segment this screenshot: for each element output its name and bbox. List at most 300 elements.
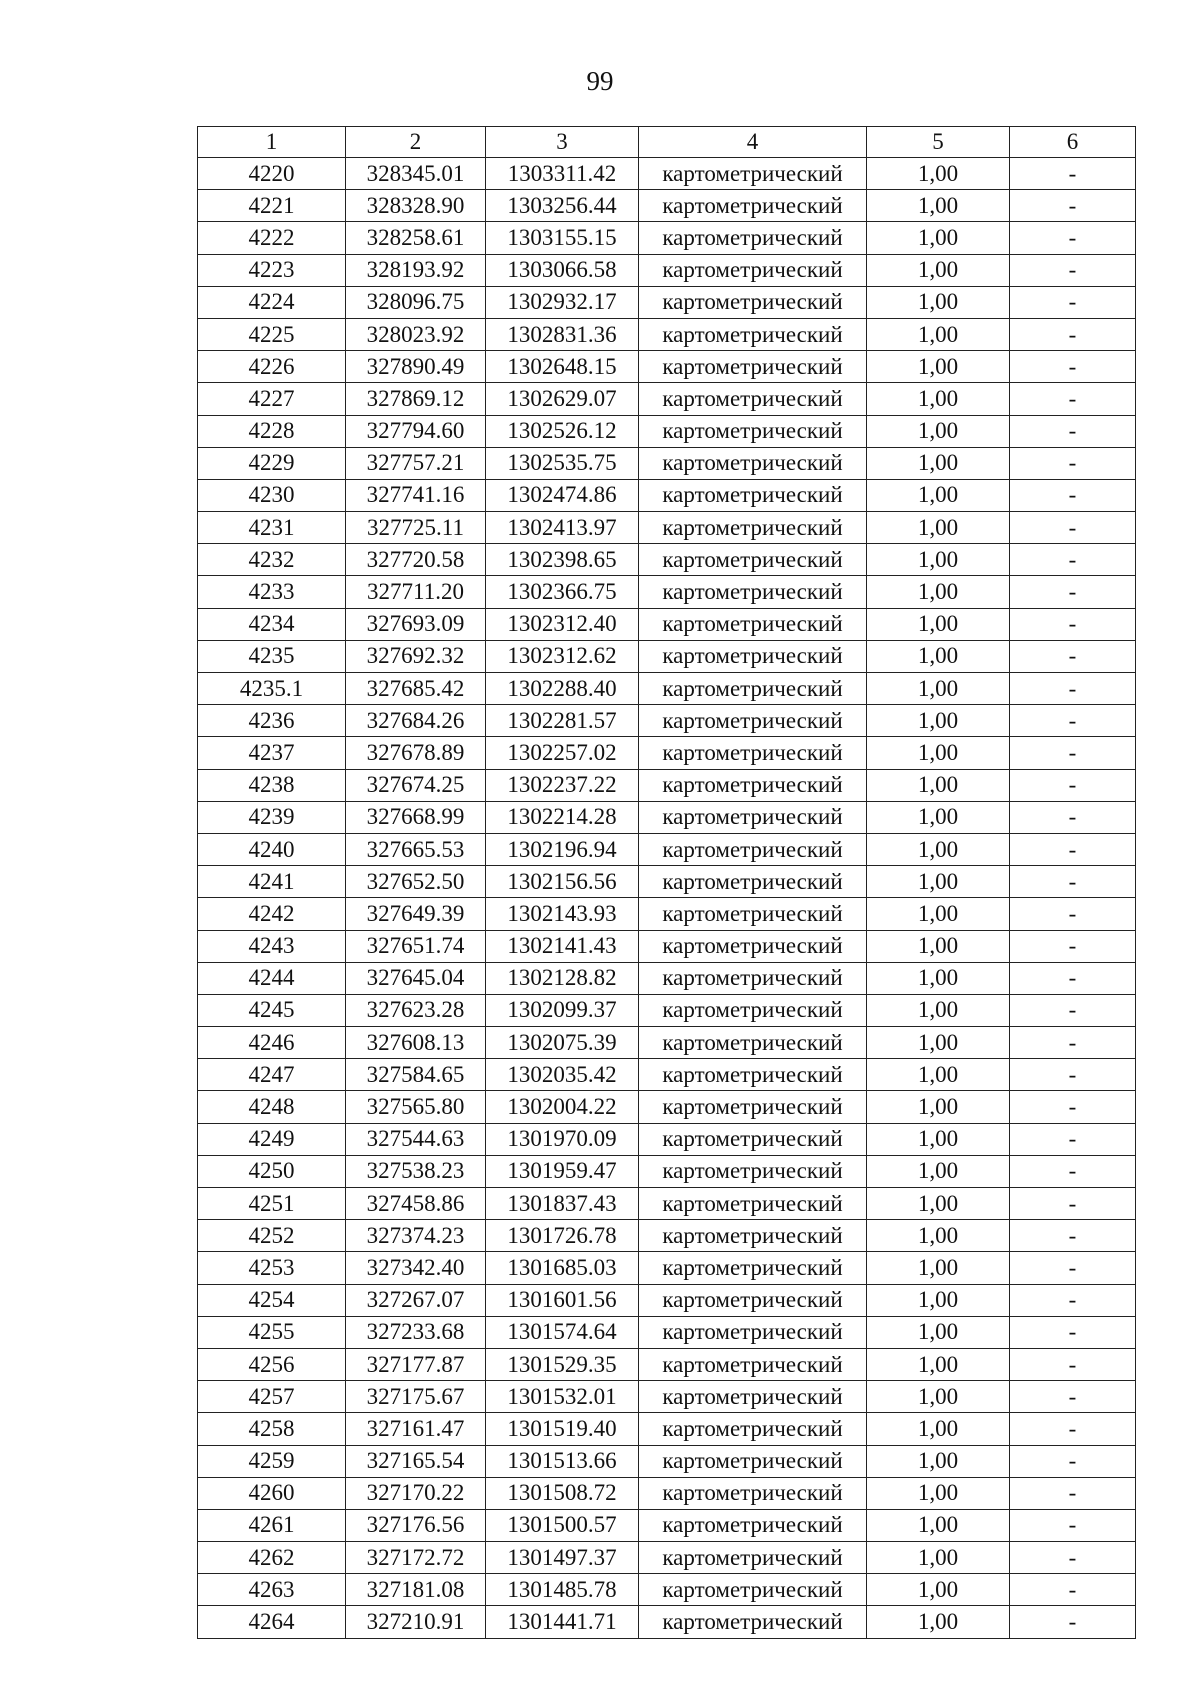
y-coordinate-cell: 1303256.44 [486,190,639,222]
y-coordinate-cell: 1302004.22 [486,1091,639,1123]
accuracy-cell: 1,00 [867,1123,1010,1155]
method-cell: картометрический [639,447,867,479]
method-cell: картометрический [639,512,867,544]
method-cell: картометрический [639,1284,867,1316]
method-cell: картометрический [639,962,867,994]
note-cell: - [1010,383,1136,415]
note-cell: - [1010,962,1136,994]
accuracy-cell: 1,00 [867,801,1010,833]
table-row [198,1188,1136,1220]
note-cell: - [1010,673,1136,705]
table-row [198,769,1136,801]
table-row [198,512,1136,544]
y-coordinate-cell: 1302932.17 [486,286,639,318]
y-coordinate-cell: 1301601.56 [486,1284,639,1316]
x-coordinate-cell: 327684.26 [346,705,486,737]
y-coordinate-cell: 1302366.75 [486,576,639,608]
table-row [198,898,1136,930]
point-number-cell: 4238 [198,769,346,801]
point-number-cell: 4224 [198,286,346,318]
point-number-cell: 4249 [198,1123,346,1155]
table-row [198,962,1136,994]
y-coordinate-cell: 1302648.15 [486,351,639,383]
point-number-cell: 4243 [198,930,346,962]
y-coordinate-cell: 1302156.56 [486,866,639,898]
accuracy-cell: 1,00 [867,576,1010,608]
x-coordinate-cell: 327741.16 [346,479,486,511]
accuracy-cell: 1,00 [867,415,1010,447]
method-cell: картометрический [639,222,867,254]
x-coordinate-cell: 327649.39 [346,898,486,930]
accuracy-cell: 1,00 [867,769,1010,801]
x-coordinate-cell: 327674.25 [346,769,486,801]
point-number-cell: 4256 [198,1348,346,1380]
y-coordinate-cell: 1301970.09 [486,1123,639,1155]
accuracy-cell: 1,00 [867,1381,1010,1413]
table-row [198,1542,1136,1574]
note-cell: - [1010,447,1136,479]
accuracy-cell: 1,00 [867,512,1010,544]
note-cell: - [1010,351,1136,383]
table-row [198,222,1136,254]
table-row [198,1509,1136,1541]
method-cell: картометрический [639,673,867,705]
method-cell: картометрический [639,801,867,833]
x-coordinate-cell: 327165.54 [346,1445,486,1477]
accuracy-cell: 1,00 [867,1284,1010,1316]
y-coordinate-cell: 1301519.40 [486,1413,639,1445]
y-coordinate-cell: 1302099.37 [486,994,639,1026]
x-coordinate-cell: 327458.86 [346,1188,486,1220]
note-cell: - [1010,190,1136,222]
accuracy-cell: 1,00 [867,351,1010,383]
method-cell: картометрический [639,383,867,415]
point-number-cell: 4262 [198,1542,346,1574]
note-cell: - [1010,1574,1136,1606]
point-number-cell: 4248 [198,1091,346,1123]
note-cell: - [1010,866,1136,898]
note-cell: - [1010,512,1136,544]
y-coordinate-cell: 1301500.57 [486,1509,639,1541]
x-coordinate-cell: 327623.28 [346,994,486,1026]
note-cell: - [1010,1155,1136,1187]
accuracy-cell: 1,00 [867,1413,1010,1445]
method-cell: картометрический [639,1413,867,1445]
accuracy-cell: 1,00 [867,1091,1010,1123]
table-row [198,994,1136,1026]
method-cell: картометрический [639,576,867,608]
accuracy-cell: 1,00 [867,1252,1010,1284]
table-row [198,608,1136,640]
x-coordinate-cell: 327175.67 [346,1381,486,1413]
table-row [198,1123,1136,1155]
accuracy-cell: 1,00 [867,640,1010,672]
point-number-cell: 4254 [198,1284,346,1316]
method-cell: картометрический [639,1252,867,1284]
method-cell: картометрический [639,254,867,286]
header-cell-3: 3 [486,127,639,158]
table-row [198,479,1136,511]
table-row [198,640,1136,672]
x-coordinate-cell: 327177.87 [346,1348,486,1380]
point-number-cell: 4260 [198,1477,346,1509]
note-cell: - [1010,576,1136,608]
table-row [198,1477,1136,1509]
y-coordinate-cell: 1301441.71 [486,1606,639,1638]
y-coordinate-cell: 1301837.43 [486,1188,639,1220]
note-cell: - [1010,769,1136,801]
table-row [198,1316,1136,1348]
x-coordinate-cell: 327176.56 [346,1509,486,1541]
point-number-cell: 4258 [198,1413,346,1445]
point-number-cell: 4242 [198,898,346,930]
point-number-cell: 4244 [198,962,346,994]
x-coordinate-cell: 327181.08 [346,1574,486,1606]
x-coordinate-cell: 327685.42 [346,673,486,705]
method-cell: картометрический [639,833,867,865]
note-cell: - [1010,1606,1136,1638]
x-coordinate-cell: 327210.91 [346,1606,486,1638]
header-cell-5: 5 [867,127,1010,158]
y-coordinate-cell: 1301508.72 [486,1477,639,1509]
note-cell: - [1010,415,1136,447]
accuracy-cell: 1,00 [867,318,1010,350]
x-coordinate-cell: 327161.47 [346,1413,486,1445]
method-cell: картометрический [639,737,867,769]
y-coordinate-cell: 1303066.58 [486,254,639,286]
y-coordinate-cell: 1301485.78 [486,1574,639,1606]
table-row [198,318,1136,350]
x-coordinate-cell: 328096.75 [346,286,486,318]
note-cell: - [1010,608,1136,640]
table-row [198,673,1136,705]
table-row [198,833,1136,865]
accuracy-cell: 1,00 [867,1445,1010,1477]
table-row [198,1252,1136,1284]
method-cell: картометрический [639,1574,867,1606]
point-number-cell: 4239 [198,801,346,833]
method-cell: картометрический [639,286,867,318]
x-coordinate-cell: 327692.32 [346,640,486,672]
table-row [198,1059,1136,1091]
x-coordinate-cell: 327720.58 [346,544,486,576]
y-coordinate-cell: 1302535.75 [486,447,639,479]
x-coordinate-cell: 328258.61 [346,222,486,254]
accuracy-cell: 1,00 [867,158,1010,190]
table-row [198,1027,1136,1059]
x-coordinate-cell: 327538.23 [346,1155,486,1187]
y-coordinate-cell: 1302413.97 [486,512,639,544]
table-row [198,1220,1136,1252]
table-row [198,383,1136,415]
method-cell: картометрический [639,318,867,350]
y-coordinate-cell: 1302141.43 [486,930,639,962]
note-cell: - [1010,1381,1136,1413]
header-cell-1: 1 [198,127,346,158]
x-coordinate-cell: 327172.72 [346,1542,486,1574]
x-coordinate-cell: 327584.65 [346,1059,486,1091]
header-row [198,127,1136,158]
y-coordinate-cell: 1302035.42 [486,1059,639,1091]
accuracy-cell: 1,00 [867,898,1010,930]
method-cell: картометрический [639,640,867,672]
point-number-cell: 4221 [198,190,346,222]
accuracy-cell: 1,00 [867,737,1010,769]
accuracy-cell: 1,00 [867,544,1010,576]
accuracy-cell: 1,00 [867,1509,1010,1541]
table-row [198,930,1136,962]
method-cell: картометрический [639,1348,867,1380]
method-cell: картометрический [639,1381,867,1413]
y-coordinate-cell: 1302214.28 [486,801,639,833]
table-row [198,1284,1136,1316]
accuracy-cell: 1,00 [867,673,1010,705]
note-cell: - [1010,930,1136,962]
method-cell: картометрический [639,994,867,1026]
point-number-cell: 4245 [198,994,346,1026]
table-row [198,158,1136,190]
note-cell: - [1010,1477,1136,1509]
accuracy-cell: 1,00 [867,1188,1010,1220]
x-coordinate-cell: 327693.09 [346,608,486,640]
note-cell: - [1010,1284,1136,1316]
accuracy-cell: 1,00 [867,1348,1010,1380]
method-cell: картометрический [639,1027,867,1059]
x-coordinate-cell: 327890.49 [346,351,486,383]
x-coordinate-cell: 327757.21 [346,447,486,479]
method-cell: картометрический [639,1188,867,1220]
accuracy-cell: 1,00 [867,1027,1010,1059]
y-coordinate-cell: 1301532.01 [486,1381,639,1413]
accuracy-cell: 1,00 [867,1574,1010,1606]
point-number-cell: 4253 [198,1252,346,1284]
x-coordinate-cell: 327342.40 [346,1252,486,1284]
y-coordinate-cell: 1301685.03 [486,1252,639,1284]
coordinates-table [197,126,1136,1639]
table-row [198,1413,1136,1445]
note-cell: - [1010,833,1136,865]
method-cell: картометрический [639,705,867,737]
note-cell: - [1010,222,1136,254]
x-coordinate-cell: 327652.50 [346,866,486,898]
point-number-cell: 4261 [198,1509,346,1541]
note-cell: - [1010,254,1136,286]
method-cell: картометрический [639,608,867,640]
accuracy-cell: 1,00 [867,866,1010,898]
x-coordinate-cell: 327233.68 [346,1316,486,1348]
table-row [198,866,1136,898]
y-coordinate-cell: 1301959.47 [486,1155,639,1187]
point-number-cell: 4251 [198,1188,346,1220]
accuracy-cell: 1,00 [867,833,1010,865]
method-cell: картометрический [639,1155,867,1187]
note-cell: - [1010,1316,1136,1348]
y-coordinate-cell: 1302237.22 [486,769,639,801]
y-coordinate-cell: 1301497.37 [486,1542,639,1574]
point-number-cell: 4259 [198,1445,346,1477]
method-cell: картометрический [639,544,867,576]
note-cell: - [1010,1252,1136,1284]
method-cell: картометрический [639,866,867,898]
point-number-cell: 4222 [198,222,346,254]
x-coordinate-cell: 327668.99 [346,801,486,833]
accuracy-cell: 1,00 [867,705,1010,737]
accuracy-cell: 1,00 [867,1155,1010,1187]
accuracy-cell: 1,00 [867,1059,1010,1091]
x-coordinate-cell: 328345.01 [346,158,486,190]
note-cell: - [1010,1220,1136,1252]
table-row [198,1574,1136,1606]
method-cell: картометрический [639,1220,867,1252]
method-cell: картометрический [639,351,867,383]
method-cell: картометрический [639,1509,867,1541]
point-number-cell: 4236 [198,705,346,737]
header-cell-2: 2 [346,127,486,158]
note-cell: - [1010,1509,1136,1541]
point-number-cell: 4220 [198,158,346,190]
table-row [198,351,1136,383]
y-coordinate-cell: 1302629.07 [486,383,639,415]
method-cell: картометрический [639,158,867,190]
y-coordinate-cell: 1303311.42 [486,158,639,190]
header-cell-4: 4 [639,127,867,158]
table-row [198,254,1136,286]
table-row [198,801,1136,833]
x-coordinate-cell: 327170.22 [346,1477,486,1509]
method-cell: картометрический [639,930,867,962]
method-cell: картометрический [639,1542,867,1574]
point-number-cell: 4264 [198,1606,346,1638]
table-row [198,576,1136,608]
method-cell: картометрический [639,1445,867,1477]
accuracy-cell: 1,00 [867,190,1010,222]
y-coordinate-cell: 1302526.12 [486,415,639,447]
point-number-cell: 4226 [198,351,346,383]
accuracy-cell: 1,00 [867,608,1010,640]
accuracy-cell: 1,00 [867,1477,1010,1509]
note-cell: - [1010,544,1136,576]
note-cell: - [1010,898,1136,930]
accuracy-cell: 1,00 [867,1316,1010,1348]
y-coordinate-cell: 1301513.66 [486,1445,639,1477]
note-cell: - [1010,1059,1136,1091]
point-number-cell: 4252 [198,1220,346,1252]
accuracy-cell: 1,00 [867,1606,1010,1638]
note-cell: - [1010,1348,1136,1380]
note-cell: - [1010,1413,1136,1445]
table-row [198,1091,1136,1123]
x-coordinate-cell: 327869.12 [346,383,486,415]
method-cell: картометрический [639,1606,867,1638]
y-coordinate-cell: 1302312.62 [486,640,639,672]
accuracy-cell: 1,00 [867,383,1010,415]
table-body [198,158,1136,1639]
accuracy-cell: 1,00 [867,286,1010,318]
y-coordinate-cell: 1301574.64 [486,1316,639,1348]
point-number-cell: 4237 [198,737,346,769]
method-cell: картометрический [639,1477,867,1509]
y-coordinate-cell: 1301529.35 [486,1348,639,1380]
note-cell: - [1010,318,1136,350]
x-coordinate-cell: 327608.13 [346,1027,486,1059]
y-coordinate-cell: 1302196.94 [486,833,639,865]
accuracy-cell: 1,00 [867,962,1010,994]
table-row [198,1155,1136,1187]
method-cell: картометрический [639,190,867,222]
point-number-cell: 4255 [198,1316,346,1348]
note-cell: - [1010,1027,1136,1059]
point-number-cell: 4223 [198,254,346,286]
x-coordinate-cell: 327267.07 [346,1284,486,1316]
accuracy-cell: 1,00 [867,1542,1010,1574]
method-cell: картометрический [639,479,867,511]
accuracy-cell: 1,00 [867,447,1010,479]
point-number-cell: 4230 [198,479,346,511]
y-coordinate-cell: 1302288.40 [486,673,639,705]
x-coordinate-cell: 327651.74 [346,930,486,962]
table-row [198,737,1136,769]
method-cell: картометрический [639,1059,867,1091]
table-row [198,286,1136,318]
note-cell: - [1010,158,1136,190]
point-number-cell: 4257 [198,1381,346,1413]
point-number-cell: 4227 [198,383,346,415]
note-cell: - [1010,1188,1136,1220]
note-cell: - [1010,1445,1136,1477]
header-cell-6: 6 [1010,127,1136,158]
method-cell: картометрический [639,415,867,447]
table-header [198,127,1136,158]
x-coordinate-cell: 327544.63 [346,1123,486,1155]
accuracy-cell: 1,00 [867,1220,1010,1252]
point-number-cell: 4241 [198,866,346,898]
note-cell: - [1010,1542,1136,1574]
point-number-cell: 4228 [198,415,346,447]
note-cell: - [1010,737,1136,769]
x-coordinate-cell: 327565.80 [346,1091,486,1123]
method-cell: картометрический [639,898,867,930]
note-cell: - [1010,705,1136,737]
table-row [198,447,1136,479]
x-coordinate-cell: 328193.92 [346,254,486,286]
x-coordinate-cell: 328023.92 [346,318,486,350]
y-coordinate-cell: 1302312.40 [486,608,639,640]
y-coordinate-cell: 1303155.15 [486,222,639,254]
accuracy-cell: 1,00 [867,994,1010,1026]
y-coordinate-cell: 1302128.82 [486,962,639,994]
x-coordinate-cell: 327711.20 [346,576,486,608]
table-row [198,190,1136,222]
point-number-cell: 4231 [198,512,346,544]
table-row [198,1606,1136,1638]
point-number-cell: 4232 [198,544,346,576]
table-row [198,1381,1136,1413]
point-number-cell: 4229 [198,447,346,479]
table-row [198,1445,1136,1477]
x-coordinate-cell: 328328.90 [346,190,486,222]
y-coordinate-cell: 1302474.86 [486,479,639,511]
x-coordinate-cell: 327794.60 [346,415,486,447]
point-number-cell: 4247 [198,1059,346,1091]
point-number-cell: 4235.1 [198,673,346,705]
note-cell: - [1010,994,1136,1026]
method-cell: картометрический [639,1091,867,1123]
y-coordinate-cell: 1302281.57 [486,705,639,737]
point-number-cell: 4225 [198,318,346,350]
x-coordinate-cell: 327678.89 [346,737,486,769]
x-coordinate-cell: 327645.04 [346,962,486,994]
table-row [198,705,1136,737]
